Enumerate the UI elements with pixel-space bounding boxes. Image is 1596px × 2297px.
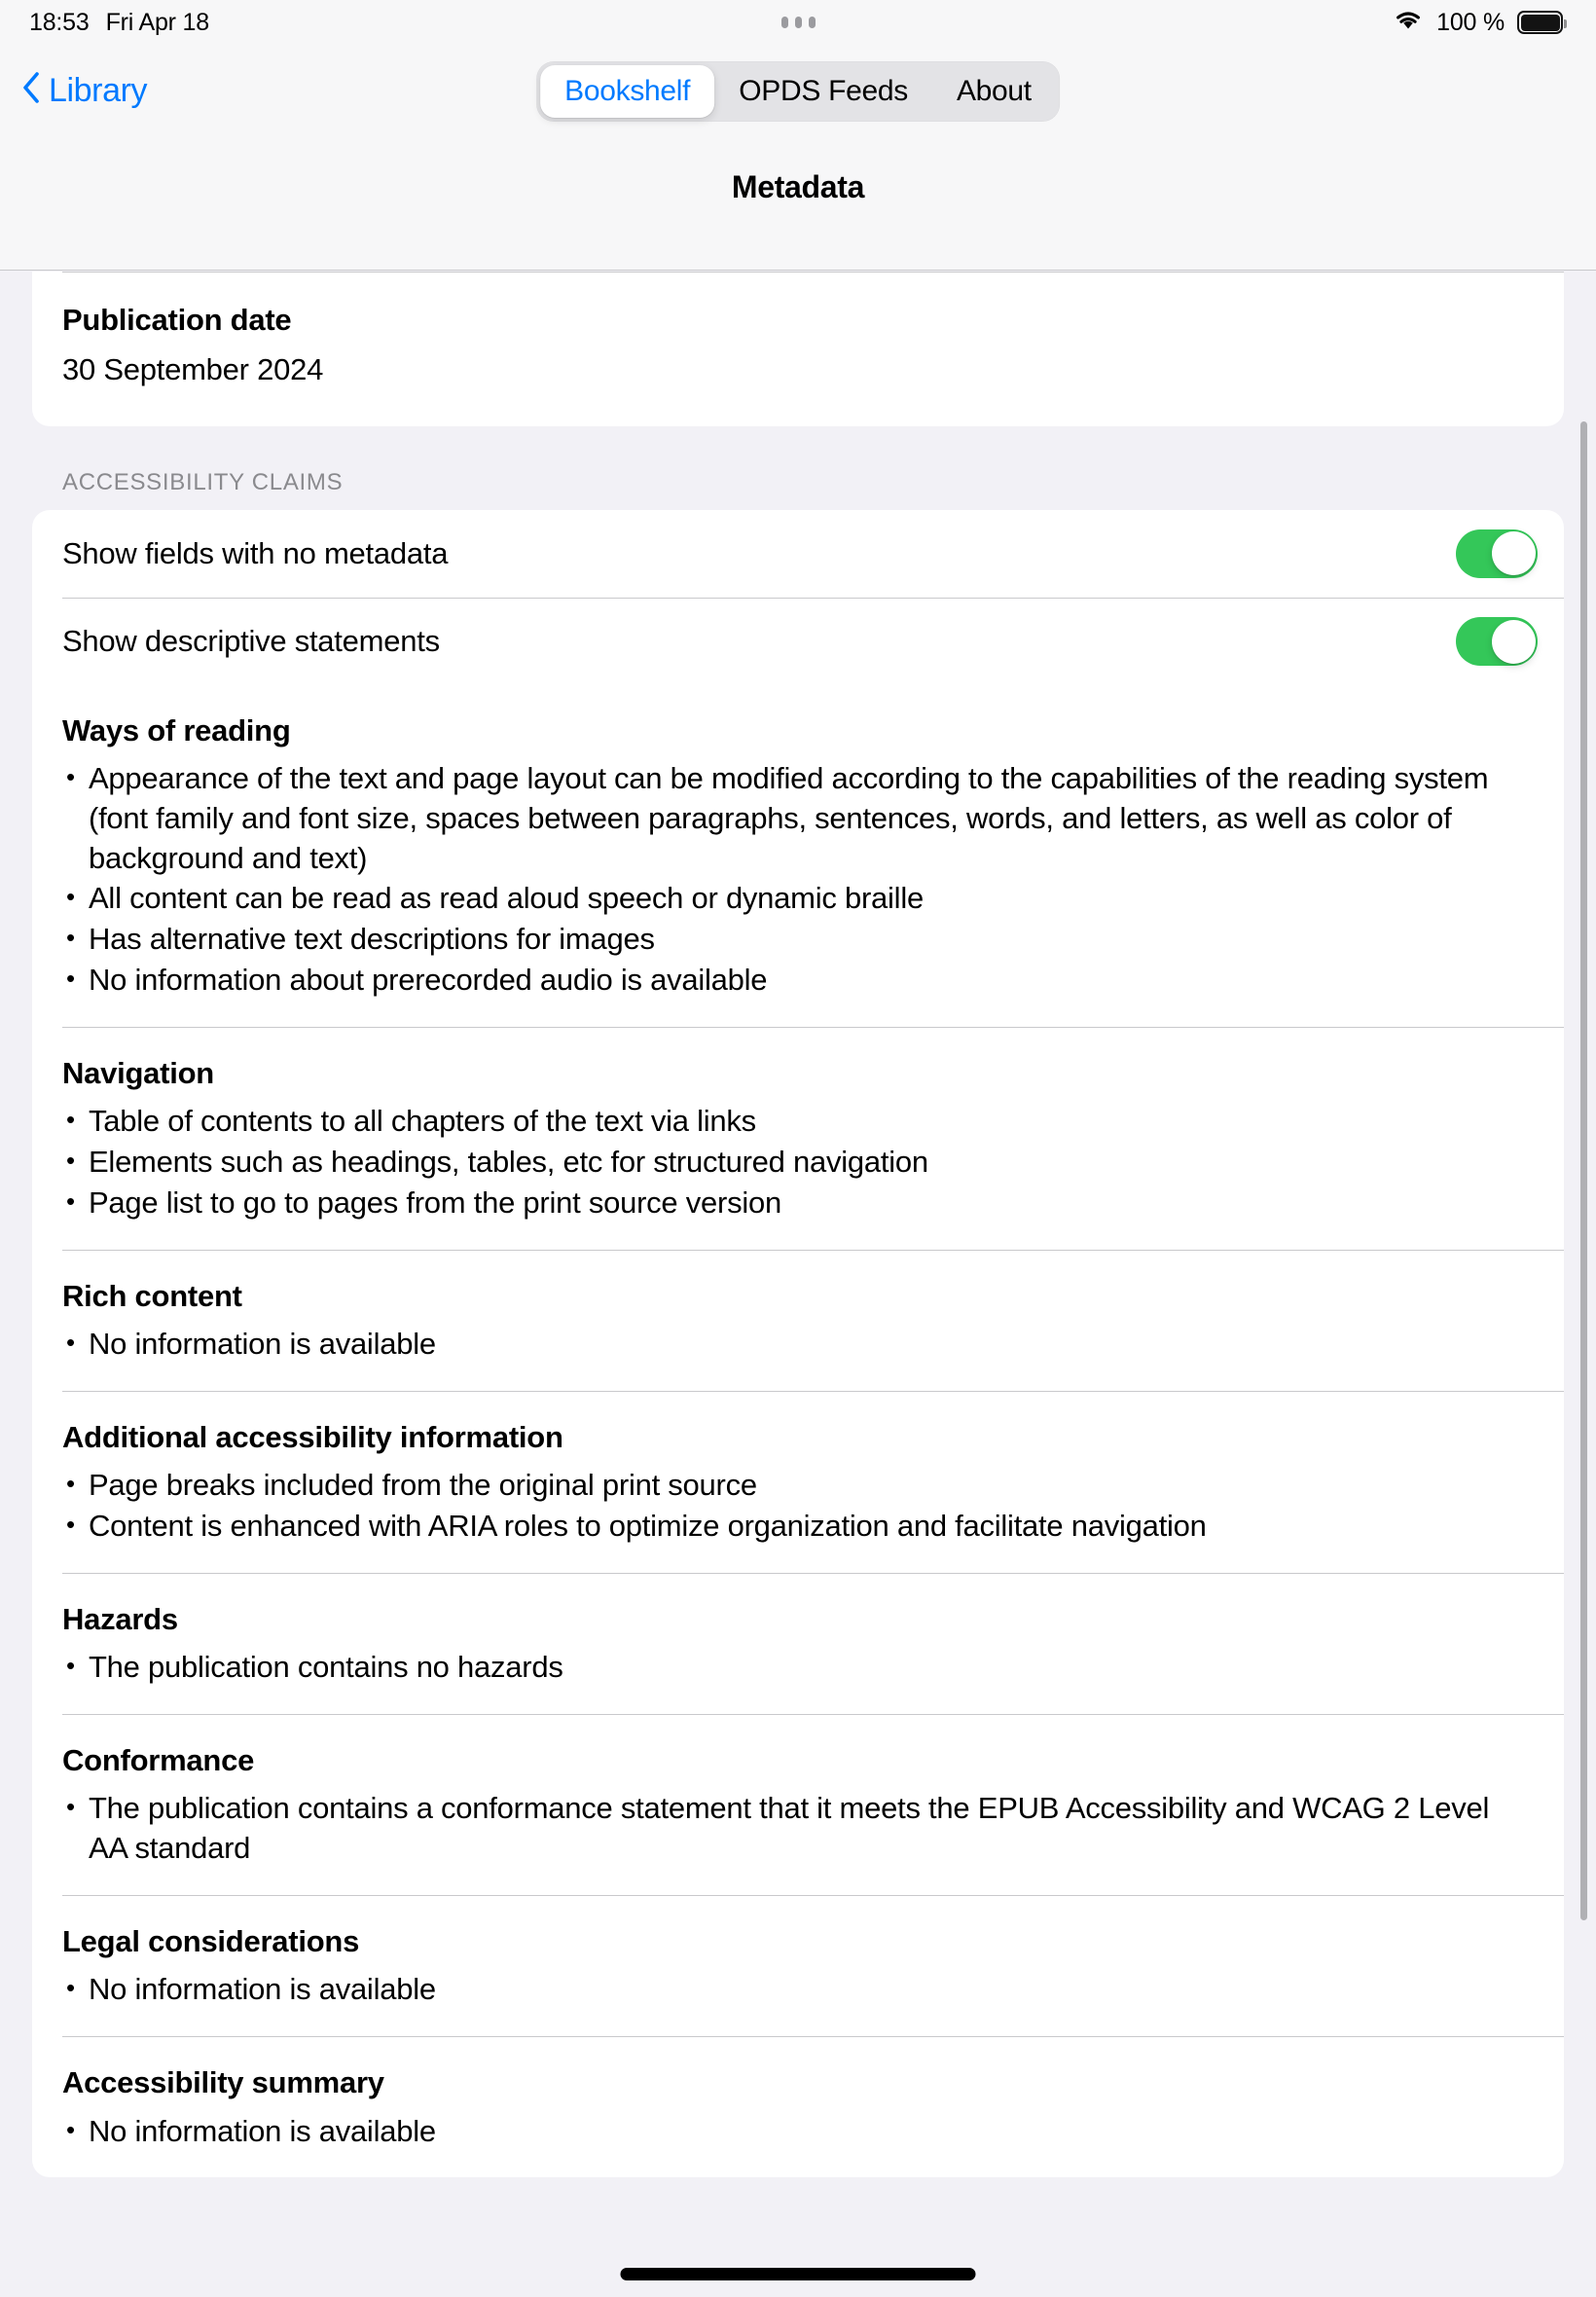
acc-section-hazards xyxy=(62,1573,1564,1714)
switch-show-fields-no-metadata[interactable] xyxy=(1456,529,1538,578)
toggle-label-show-fields-no-metadata: Show fields with no metadata xyxy=(62,535,449,570)
segment-about[interactable] xyxy=(932,65,1056,118)
page-title: Metadata xyxy=(731,169,865,204)
list-item: • The publication contains no hazards xyxy=(62,1648,1525,1688)
segment-bookshelf-label: Bookshelf xyxy=(564,75,691,107)
accessibility-claims-section-header: ACCESSIBILITY CLAIMS xyxy=(62,468,344,495)
acc-section-title: Accessibility summary xyxy=(62,2065,384,2100)
status-bar-right xyxy=(1393,8,1563,38)
status-date: Fri Apr 18 xyxy=(105,8,209,36)
acc-section-title: Conformance xyxy=(62,1743,255,1778)
list-item: • The publication contains a conformance statement that it meets the EPUB Accessibility and WCAG 2 Level AA standard xyxy=(62,1789,1525,1869)
list-item: • No information is available xyxy=(62,2112,1525,2152)
acc-section-conformance xyxy=(62,1714,1564,1895)
acc-section-list xyxy=(62,1325,1525,1365)
list-item: • All content can be read as read aloud speech or dynamic braille xyxy=(62,879,1525,919)
acc-section-title: Rich content xyxy=(62,1279,242,1314)
acc-section-title: Navigation xyxy=(62,1056,214,1091)
vertical-scrollbar[interactable] xyxy=(1580,421,1587,1920)
acc-section-title: Legal considerations xyxy=(62,1924,360,1959)
segment-bookshelf[interactable] xyxy=(540,65,714,118)
segment-about-label: About xyxy=(956,75,1032,107)
acc-section-title: Hazards xyxy=(62,1602,178,1637)
back-button-label: Library xyxy=(49,72,148,109)
acc-section-list xyxy=(62,1102,1525,1223)
battery-icon xyxy=(1517,11,1563,34)
list-item: • Appearance of the text and page layout can be modified according to the capabilities of the reading system (font family and font size, spaces between paragraphs, sentences, words, and letters, as well as color of background and text) xyxy=(62,759,1525,879)
list-item: • No information is available xyxy=(62,1325,1525,1365)
segment-opds-feeds-label: OPDS Feeds xyxy=(739,75,908,107)
acc-section-list xyxy=(62,759,1525,1001)
wifi-icon xyxy=(1393,8,1424,38)
acc-section-rich-content xyxy=(62,1250,1564,1391)
publication-date-row xyxy=(32,272,1564,426)
toggle-row-show-descriptive-statements[interactable] xyxy=(62,598,1564,685)
list-item: • Table of contents to all chapters of the text via links xyxy=(62,1102,1525,1142)
home-indicator[interactable] xyxy=(621,2268,976,2280)
acc-section-title: Ways of reading xyxy=(62,712,291,747)
segment-opds-feeds[interactable] xyxy=(714,65,932,118)
publication-date-value: 30 September 2024 xyxy=(62,351,324,386)
acc-section-list xyxy=(62,1970,1525,2010)
navigation-bar xyxy=(0,45,1596,271)
acc-section-list xyxy=(62,1466,1525,1547)
status-time: 18:53 xyxy=(29,8,90,36)
acc-section-ways-of-reading xyxy=(62,685,1564,1028)
battery-percent-label: 100 % xyxy=(1436,8,1505,36)
acc-section-additional-accessibility-information xyxy=(62,1391,1564,1573)
scroll-content[interactable] xyxy=(0,272,1596,2297)
dynamic-island-dots-icon xyxy=(0,0,1596,45)
acc-section-accessibility-summary xyxy=(62,2036,1564,2177)
list-item: • No information is available xyxy=(62,1970,1525,2010)
acc-section-legal-considerations xyxy=(62,1895,1564,2036)
status-bar xyxy=(0,0,1596,45)
acc-section-list xyxy=(62,1648,1525,1688)
acc-section-list xyxy=(62,1789,1525,1869)
publication-date-label: Publication date xyxy=(62,303,292,337)
acc-section-navigation xyxy=(62,1027,1564,1250)
segmented-control[interactable] xyxy=(536,61,1060,122)
list-item: • No information about prerecorded audio is available xyxy=(62,961,1525,1001)
acc-section-list xyxy=(62,2112,1525,2152)
acc-section-title: Additional accessibility information xyxy=(62,1420,563,1455)
publication-date-card xyxy=(32,272,1564,426)
switch-show-descriptive-statements[interactable] xyxy=(1456,617,1538,666)
chevron-left-icon xyxy=(21,71,41,113)
list-item: • Has alternative text descriptions for images xyxy=(62,920,1525,960)
accessibility-claims-card xyxy=(32,510,1564,2178)
list-item: • Elements such as headings, tables, etc for structured navigation xyxy=(62,1143,1525,1183)
toggle-row-show-fields-no-metadata[interactable] xyxy=(62,510,1564,598)
back-to-library-button[interactable] xyxy=(21,69,147,113)
list-item: • Page list to go to pages from the print source version xyxy=(62,1184,1525,1223)
list-item: • Content is enhanced with ARIA roles to optimize organization and facilitate navigation xyxy=(62,1507,1525,1547)
toggle-label-show-descriptive-statements: Show descriptive statements xyxy=(62,624,440,658)
status-bar-left xyxy=(29,9,209,37)
list-item: • Page breaks included from the original print source xyxy=(62,1466,1525,1506)
